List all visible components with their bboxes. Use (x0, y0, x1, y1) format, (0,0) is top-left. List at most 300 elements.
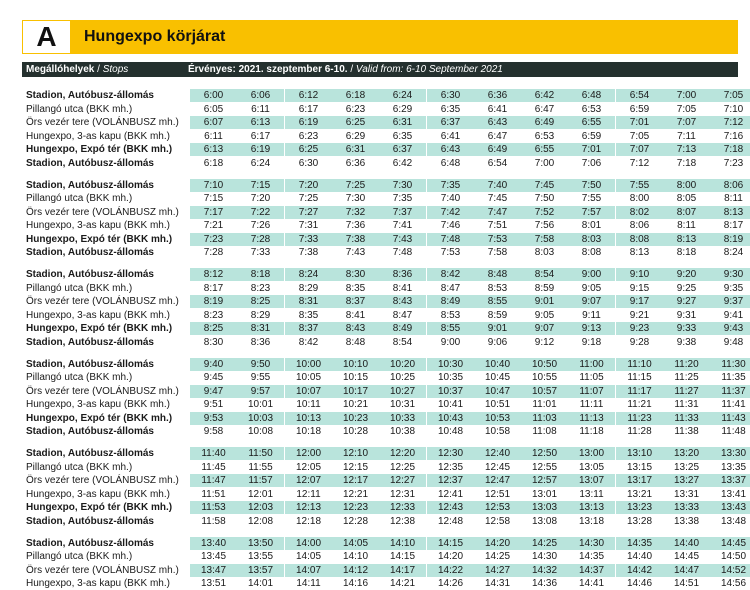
departure-time: 9:20 (663, 268, 710, 281)
departure-time: 12:57 (521, 474, 568, 487)
departure-time: 14:35 (616, 537, 663, 550)
table-row (22, 447, 747, 460)
stop-name: Pillangó utca (BKK mh.) (26, 193, 133, 204)
departure-time: 6:23 (298, 131, 319, 142)
departure-time: 7:13 (663, 143, 710, 156)
departure-time: 10:17 (332, 385, 379, 398)
departure-time: 14:30 (531, 551, 558, 562)
departure-time: 6:35 (392, 131, 413, 142)
departure-time: 14:05 (295, 551, 322, 562)
departure-time: 8:06 (710, 179, 750, 192)
stop-name: Stadion, Autóbusz-állomás (26, 269, 154, 280)
departure-time: 8:53 (440, 310, 461, 321)
departure-time: 7:01 (568, 143, 615, 156)
table-row (22, 336, 744, 349)
departure-time: 13:45 (200, 551, 227, 562)
departure-time: 13:23 (616, 501, 663, 514)
departure-time: 13:17 (616, 474, 663, 487)
departure-time: 14:12 (332, 564, 379, 577)
departure-time: 7:45 (487, 193, 508, 204)
departure-time: 7:52 (521, 206, 568, 219)
departure-time: 8:47 (440, 283, 461, 294)
departure-time: 6:49 (521, 116, 568, 129)
departure-time: 11:41 (721, 399, 746, 410)
departure-time: 7:07 (663, 116, 710, 129)
departure-time: 6:29 (392, 104, 413, 115)
stop-name: Hungexpo, 3-as kapu (BKK mh.) (26, 310, 170, 321)
departure-time: 10:23 (332, 412, 379, 425)
departure-time: 7:16 (723, 131, 744, 142)
departure-time: 8:53 (487, 283, 508, 294)
departure-time: 6:42 (392, 158, 413, 169)
departure-time: 8:23 (250, 283, 271, 294)
departure-time: 10:25 (389, 372, 416, 383)
departure-time: 11:55 (248, 462, 273, 473)
table-row (22, 246, 744, 259)
departure-time: 8:49 (379, 322, 426, 335)
departure-time: 13:43 (710, 501, 750, 514)
departure-time: 11:00 (568, 358, 615, 371)
departure-time: 6:30 (298, 158, 319, 169)
departure-time: 12:28 (342, 516, 369, 527)
departure-time: 7:35 (427, 179, 474, 192)
departure-time: 12:27 (379, 474, 426, 487)
departure-time: 8:19 (710, 233, 750, 246)
departure-time: 10:31 (389, 399, 416, 410)
departure-time: 14:35 (578, 551, 605, 562)
departure-time: 10:35 (437, 372, 464, 383)
stop-name: Örs vezér tere (VOLÁNBUSZ mh.) (26, 386, 179, 397)
stops-label-en: Stops (102, 64, 129, 75)
departure-time: 6:30 (427, 89, 474, 102)
departure-time: 12:01 (247, 489, 274, 500)
departure-time: 9:01 (521, 295, 568, 308)
departure-time: 14:16 (342, 578, 369, 589)
departure-time: 8:37 (332, 295, 379, 308)
departure-time: 14:10 (342, 551, 369, 562)
departure-time: 8:13 (710, 206, 750, 219)
departure-time: 13:28 (626, 516, 653, 527)
departure-time: 12:07 (285, 474, 332, 487)
departure-time: 6:06 (237, 89, 284, 102)
departure-time: 7:53 (440, 247, 461, 258)
departure-time: 8:29 (250, 310, 271, 321)
departure-time: 7:05 (710, 89, 750, 102)
table-row (22, 89, 744, 102)
stops-label-hu: Megállóhelyek (26, 64, 95, 75)
departure-time: 13:11 (579, 489, 604, 500)
departure-time: 9:43 (710, 322, 750, 335)
departure-time: 7:18 (710, 143, 750, 156)
stop-name: Stadion, Autóbusz-állomás (26, 448, 154, 459)
stop-name: Örs vezér tere (VOLÁNBUSZ mh.) (26, 565, 179, 576)
departure-time: 10:03 (237, 412, 284, 425)
departure-time: 12:33 (379, 501, 426, 514)
departure-time: 14:26 (437, 578, 464, 589)
departure-time: 7:55 (581, 193, 602, 204)
stops-column-label: Megállóhelyek / Stops (26, 64, 129, 75)
departure-time: 8:08 (616, 233, 663, 246)
table-row (22, 358, 746, 371)
departure-time: 10:33 (379, 412, 426, 425)
departure-time: 12:35 (437, 462, 464, 473)
departure-time: 12:23 (332, 501, 379, 514)
departure-time: 7:57 (568, 206, 615, 219)
departure-time: 13:35 (720, 462, 747, 473)
departure-time: 9:12 (534, 337, 555, 348)
stop-name: Pillangó utca (BKK mh.) (26, 104, 133, 115)
departure-time: 12:30 (427, 447, 474, 460)
departure-time: 12:21 (342, 489, 369, 500)
stop-name: Hungexpo, 3-as kapu (BKK mh.) (26, 220, 170, 231)
departure-time: 8:31 (285, 295, 332, 308)
departure-time: 7:32 (332, 206, 379, 219)
departure-time: 7:33 (285, 233, 332, 246)
departure-time: 11:10 (616, 358, 663, 371)
departure-time: 7:40 (440, 193, 461, 204)
departure-time: 7:42 (427, 206, 474, 219)
departure-time: 14:40 (626, 551, 653, 562)
departure-time: 6:05 (203, 104, 224, 115)
departure-time: 11:17 (616, 385, 663, 398)
departure-time: 10:37 (427, 385, 474, 398)
departure-time: 11:21 (627, 399, 652, 410)
table-row (22, 295, 744, 308)
departure-time: 7:58 (521, 233, 568, 246)
departure-time: 11:08 (532, 426, 557, 437)
departure-time: 8:35 (298, 310, 319, 321)
stop-name: Pillangó utca (BKK mh.) (26, 462, 133, 473)
stop-name: Stadion, Autóbusz-állomás (26, 538, 154, 549)
departure-time: 6:54 (616, 89, 663, 102)
stop-name: Hungexpo, 3-as kapu (BKK mh.) (26, 399, 170, 410)
departure-time: 6:17 (298, 104, 319, 115)
departure-time: 14:07 (285, 564, 332, 577)
departure-time: 11:03 (521, 412, 568, 425)
stop-name: Hungexpo, 3-as kapu (BKK mh.) (26, 578, 170, 589)
departure-time: 8:43 (332, 322, 379, 335)
departure-time: 6:59 (581, 131, 602, 142)
departure-time: 13:47 (190, 564, 237, 577)
departure-time: 6:31 (332, 143, 379, 156)
departure-time: 8:35 (345, 283, 366, 294)
departure-time: 8:24 (285, 268, 332, 281)
departure-time: 12:55 (531, 462, 558, 473)
departure-time: 14:22 (427, 564, 474, 577)
departure-time: 12:51 (484, 489, 511, 500)
departure-time: 13:27 (663, 474, 710, 487)
departure-time: 7:05 (629, 131, 650, 142)
departure-time: 11:50 (237, 447, 284, 460)
departure-time: 6:48 (440, 158, 461, 169)
departure-time: 7:43 (379, 233, 426, 246)
departure-time: 10:51 (484, 399, 511, 410)
table-row (22, 103, 744, 116)
departure-time: 7:21 (203, 220, 224, 231)
departure-time: 13:05 (578, 462, 605, 473)
departure-time: 6:07 (190, 116, 237, 129)
stop-name: Stadion, Autóbusz-állomás (26, 337, 154, 348)
departure-time: 6:49 (474, 143, 521, 156)
departure-time: 9:13 (568, 322, 615, 335)
table-row (22, 233, 744, 246)
stop-name: Stadion, Autóbusz-állomás (26, 247, 154, 258)
departure-time: 9:00 (568, 268, 615, 281)
departure-time: 13:20 (663, 447, 710, 460)
departure-time: 14:47 (663, 564, 710, 577)
departure-time: 10:07 (285, 385, 332, 398)
departure-time: 9:15 (629, 283, 650, 294)
departure-time: 14:36 (531, 578, 558, 589)
departure-time: 14:10 (379, 537, 426, 550)
departure-time: 7:17 (190, 206, 237, 219)
table-row (22, 143, 744, 156)
departure-time: 13:15 (626, 462, 653, 473)
departure-time: 11:40 (190, 447, 237, 460)
stop-name: Hungexpo, 3-as kapu (BKK mh.) (26, 131, 170, 142)
departure-time: 9:31 (676, 310, 697, 321)
departure-time: 6:55 (568, 116, 615, 129)
departure-time: 10:38 (389, 426, 416, 437)
table-row (22, 282, 744, 295)
departure-time: 6:43 (474, 116, 521, 129)
departure-time: 7:51 (487, 220, 508, 231)
departure-time: 8:48 (474, 268, 521, 281)
validity-label: Érvényes: 2021. szeptember 6-10. / Valid from: 6-10 September 2021 (188, 64, 503, 75)
departure-time: 14:11 (296, 578, 321, 589)
departure-time: 6:25 (332, 116, 379, 129)
stop-name: Hungexpo, Expó tér (BKK mh.) (26, 234, 173, 245)
departure-time: 7:30 (379, 179, 426, 192)
stop-name: Pillangó utca (BKK mh.) (26, 283, 133, 294)
departure-time: 8:36 (379, 268, 426, 281)
departure-time: 10:41 (437, 399, 464, 410)
departure-time: 9:55 (250, 372, 271, 383)
departure-time: 7:56 (534, 220, 555, 231)
departure-time: 8:42 (427, 268, 474, 281)
departure-time: 14:15 (389, 551, 416, 562)
departure-time: 8:47 (392, 310, 413, 321)
departure-time: 8:19 (190, 295, 237, 308)
departure-time: 7:15 (237, 179, 284, 192)
departure-time: 8:25 (190, 322, 237, 335)
departure-time: 6:00 (190, 89, 237, 102)
departure-time: 8:48 (345, 337, 366, 348)
departure-time: 11:27 (663, 385, 710, 398)
departure-time: 6:37 (379, 143, 426, 156)
departure-time: 8:07 (663, 206, 710, 219)
departure-time: 13:25 (673, 462, 700, 473)
departure-time: 11:58 (201, 516, 226, 527)
departure-time: 8:18 (237, 268, 284, 281)
stop-name: Hungexpo, Expó tér (BKK mh.) (26, 144, 173, 155)
departure-time: 11:15 (627, 372, 652, 383)
departure-time: 12:25 (389, 462, 416, 473)
departure-time: 11:35 (721, 372, 746, 383)
departure-time: 10:53 (474, 412, 521, 425)
departure-time: 10:21 (342, 399, 369, 410)
departure-time: 14:37 (568, 564, 615, 577)
departure-time: 11:37 (710, 385, 750, 398)
departure-time: 7:45 (521, 179, 568, 192)
table-row (22, 268, 744, 281)
stop-name: Örs vezér tere (VOLÁNBUSZ mh.) (26, 296, 179, 307)
table-row (22, 488, 747, 501)
departure-time: 14:52 (710, 564, 750, 577)
departure-time: 6:23 (345, 104, 366, 115)
departure-time: 10:08 (247, 426, 274, 437)
departure-time: 8:54 (392, 337, 413, 348)
departure-time: 13:18 (578, 516, 605, 527)
stop-name: Örs vezér tere (VOLÁNBUSZ mh.) (26, 117, 179, 128)
stop-name: Stadion, Autóbusz-állomás (26, 180, 154, 191)
stop-name: Hungexpo, Expó tér (BKK mh.) (26, 413, 173, 424)
table-row (22, 116, 744, 129)
departure-time: 13:51 (200, 578, 227, 589)
departure-time: 13:37 (710, 474, 750, 487)
departure-time: 8:13 (629, 247, 650, 258)
departure-time: 6:47 (534, 104, 555, 115)
departure-time: 7:11 (677, 131, 696, 142)
departure-time: 8:01 (581, 220, 602, 231)
departure-time: 7:36 (345, 220, 366, 231)
table-row (22, 219, 744, 232)
stop-name: Pillangó utca (BKK mh.) (26, 551, 133, 562)
departure-time: 7:31 (298, 220, 319, 231)
departure-time: 12:47 (474, 474, 521, 487)
departure-time: 10:40 (474, 358, 521, 371)
departure-time: 8:23 (203, 310, 224, 321)
departure-time: 8:08 (581, 247, 602, 258)
departure-time: 12:43 (427, 501, 474, 514)
departure-time: 7:38 (298, 247, 319, 258)
departure-time: 6:59 (629, 104, 650, 115)
departure-time: 14:32 (521, 564, 568, 577)
departure-time: 7:50 (534, 193, 555, 204)
departure-time: 7:00 (534, 158, 555, 169)
departure-time: 12:15 (342, 462, 369, 473)
departure-time: 13:21 (626, 489, 653, 500)
departure-time: 8:59 (487, 310, 508, 321)
timetable-header (22, 62, 738, 77)
departure-time: 7:07 (616, 143, 663, 156)
departure-time: 8:00 (629, 193, 650, 204)
departure-time: 6:43 (427, 143, 474, 156)
departure-time: 11:53 (190, 501, 237, 514)
stop-name: Stadion, Autóbusz-állomás (26, 516, 154, 527)
departure-time: 6:35 (440, 104, 461, 115)
stop-name: Örs vezér tere (VOLÁNBUSZ mh.) (26, 207, 179, 218)
departure-time: 13:08 (531, 516, 558, 527)
departure-time: 6:47 (487, 131, 508, 142)
departure-time: 8:03 (534, 247, 555, 258)
departure-time: 9:48 (723, 337, 744, 348)
departure-time: 6:29 (345, 131, 366, 142)
departure-time: 9:11 (582, 310, 601, 321)
departure-time: 11:11 (579, 399, 604, 410)
departure-time: 7:12 (629, 158, 650, 169)
table-row (22, 425, 746, 438)
table-row (22, 474, 747, 487)
departure-time: 10:00 (285, 358, 332, 371)
table-row (22, 130, 744, 143)
departure-time: 10:55 (531, 372, 558, 383)
departure-time: 6:13 (190, 143, 237, 156)
departure-time: 12:05 (295, 462, 322, 473)
departure-time: 11:07 (568, 385, 615, 398)
table-row (22, 309, 744, 322)
departure-time: 6:54 (487, 158, 508, 169)
departure-time: 8:31 (237, 322, 284, 335)
departure-time: 14:20 (474, 537, 521, 550)
departure-time: 13:31 (673, 489, 700, 500)
departure-time: 12:38 (389, 516, 416, 527)
departure-time: 14:30 (568, 537, 615, 550)
departure-time: 14:27 (474, 564, 521, 577)
departure-time: 9:28 (629, 337, 650, 348)
departure-time: 13:03 (521, 501, 568, 514)
departure-time: 11:57 (237, 474, 284, 487)
departure-time: 7:01 (616, 116, 663, 129)
table-row (22, 398, 746, 411)
departure-time: 11:23 (616, 412, 663, 425)
departure-time: 11:47 (190, 474, 237, 487)
departure-time: 12:48 (437, 516, 464, 527)
departure-time: 13:57 (237, 564, 284, 577)
departure-time: 11:33 (663, 412, 710, 425)
departure-time: 10:57 (521, 385, 568, 398)
departure-time: 7:10 (190, 179, 237, 192)
departure-time: 7:23 (190, 233, 237, 246)
departure-time: 8:41 (345, 310, 366, 321)
departure-time: 8:43 (379, 295, 426, 308)
departure-time: 11:31 (674, 399, 699, 410)
departure-time: 7:22 (237, 206, 284, 219)
departure-time: 13:33 (663, 501, 710, 514)
stop-name: Hungexpo, Expó tér (BKK mh.) (26, 323, 173, 334)
departure-time: 12:58 (484, 516, 511, 527)
departure-time: 7:43 (345, 247, 366, 258)
departure-time: 8:11 (677, 220, 696, 231)
departure-time: 6:24 (379, 89, 426, 102)
departure-time: 12:17 (332, 474, 379, 487)
departure-time: 13:38 (673, 516, 700, 527)
departure-time: 9:05 (534, 310, 555, 321)
departure-time: 9:57 (237, 385, 284, 398)
departure-time: 9:50 (237, 358, 284, 371)
departure-time: 14:46 (626, 578, 653, 589)
departure-time: 7:58 (487, 247, 508, 258)
departure-time: 10:27 (379, 385, 426, 398)
departure-time: 14:50 (720, 551, 747, 562)
departure-time: 7:25 (332, 179, 379, 192)
departure-time: 14:31 (484, 578, 511, 589)
departure-time: 6:41 (440, 131, 461, 142)
departure-time: 7:27 (285, 206, 332, 219)
departure-time: 12:31 (389, 489, 416, 500)
departure-time: 12:50 (521, 447, 568, 460)
departure-time: 14:41 (578, 578, 605, 589)
departure-time: 13:48 (720, 516, 747, 527)
departure-time: 11:18 (579, 426, 604, 437)
departure-time: 9:18 (581, 337, 602, 348)
departure-time: 11:51 (201, 489, 226, 500)
departure-time: 14:56 (720, 578, 747, 589)
departure-time: 7:28 (203, 247, 224, 258)
departure-time: 12:20 (379, 447, 426, 460)
departure-time: 10:43 (427, 412, 474, 425)
departure-time: 8:59 (534, 283, 555, 294)
